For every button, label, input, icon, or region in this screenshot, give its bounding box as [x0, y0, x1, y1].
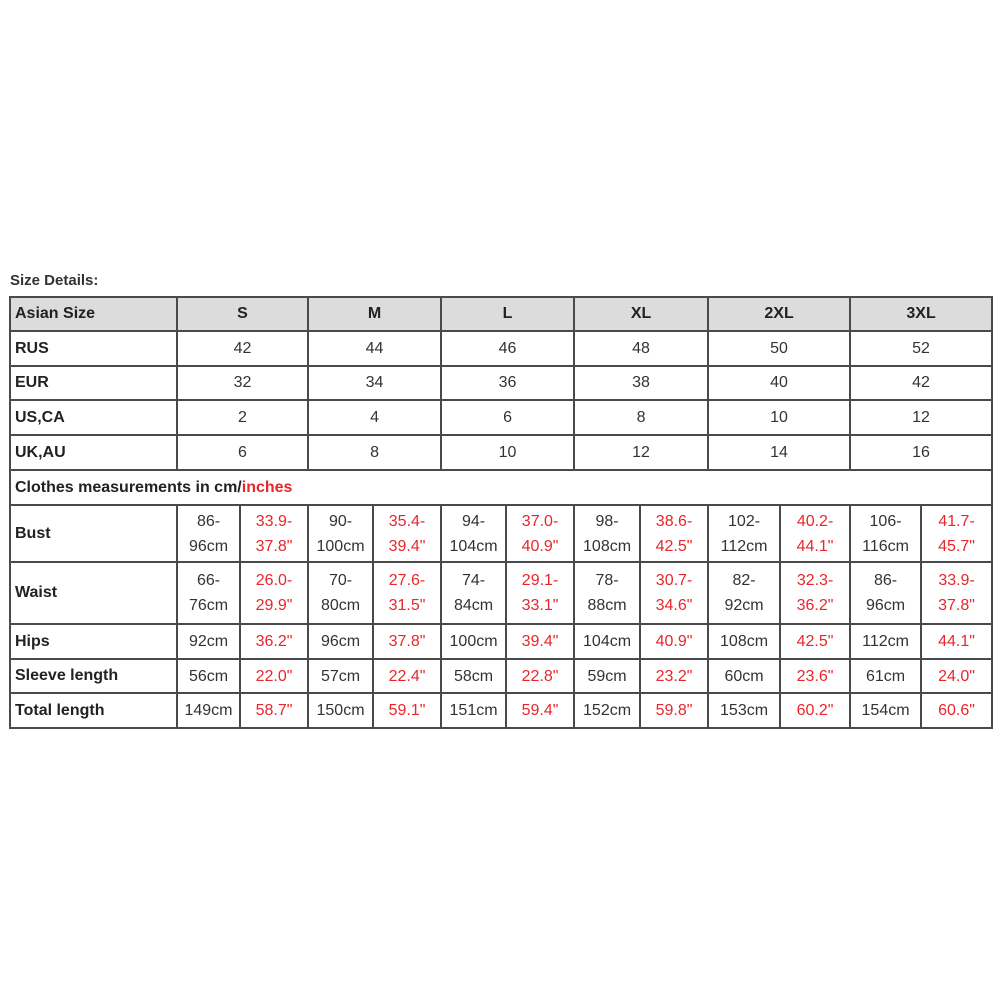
- table-cell: 48: [574, 331, 708, 366]
- table-cell: 34: [308, 366, 441, 400]
- table-row: [10, 659, 992, 693]
- table-cell: 154cm: [850, 693, 921, 728]
- row-label-total-length: Total length: [10, 693, 177, 728]
- size-header-m: M: [308, 297, 441, 331]
- table-cell: 33.9- 37.8": [240, 505, 308, 562]
- table-cell: 61cm: [850, 659, 921, 693]
- table-cell: 74- 84cm: [441, 562, 506, 624]
- table-cell: 12: [850, 400, 992, 435]
- table-cell: 37.0- 40.9": [506, 505, 574, 562]
- table-cell: 37.8": [373, 624, 441, 659]
- table-cell: 92cm: [177, 624, 240, 659]
- table-cell: 58.7": [240, 693, 308, 728]
- table-cell: 14: [708, 435, 850, 470]
- table-cell: 2: [177, 400, 308, 435]
- table-cell: 23.2": [640, 659, 708, 693]
- table-row: [10, 505, 992, 562]
- table-cell: 4: [308, 400, 441, 435]
- table-cell: 27.6- 31.5": [373, 562, 441, 624]
- table-cell: 94- 104cm: [441, 505, 506, 562]
- row-label-rus: RUS: [10, 331, 177, 366]
- size-chart-table: [9, 296, 993, 729]
- table-cell: 24.0": [921, 659, 992, 693]
- measurements-heading-row: [10, 470, 992, 505]
- table-cell: 41.7- 45.7": [921, 505, 992, 562]
- table-cell: 44.1": [921, 624, 992, 659]
- table-cell: 8: [574, 400, 708, 435]
- row-label-sleeve-length: Sleeve length: [10, 659, 177, 693]
- table-cell: 40.9": [640, 624, 708, 659]
- table-cell: 86- 96cm: [177, 505, 240, 562]
- table-cell: 82- 92cm: [708, 562, 780, 624]
- table-cell: 106- 116cm: [850, 505, 921, 562]
- table-cell: 59.4": [506, 693, 574, 728]
- table-cell: 44: [308, 331, 441, 366]
- table-cell: 66- 76cm: [177, 562, 240, 624]
- table-cell: 108cm: [708, 624, 780, 659]
- table-cell: 26.0- 29.9": [240, 562, 308, 624]
- table-cell: 100cm: [441, 624, 506, 659]
- table-cell: 60.6": [921, 693, 992, 728]
- table-cell: 22.4": [373, 659, 441, 693]
- size-header-3xl: 3XL: [850, 297, 992, 331]
- table-row: [10, 400, 992, 435]
- table-cell: 151cm: [441, 693, 506, 728]
- table-cell: 6: [441, 400, 574, 435]
- table-row: [10, 435, 992, 470]
- table-cell: 104cm: [574, 624, 640, 659]
- page-title: Size Details:: [10, 272, 99, 289]
- asian-size-header: Asian Size: [10, 297, 177, 331]
- table-row: [10, 693, 992, 728]
- table-cell: 57cm: [308, 659, 373, 693]
- table-cell: 42.5": [780, 624, 850, 659]
- table-cell: 70- 80cm: [308, 562, 373, 624]
- table-cell: 8: [308, 435, 441, 470]
- table-header-row: [10, 297, 992, 331]
- table-cell: 96cm: [308, 624, 373, 659]
- table-cell: 40: [708, 366, 850, 400]
- row-label-us-ca: US,CA: [10, 400, 177, 435]
- table-cell: 56cm: [177, 659, 240, 693]
- table-cell: 38.6- 42.5": [640, 505, 708, 562]
- table-cell: 59.1": [373, 693, 441, 728]
- table-cell: 152cm: [574, 693, 640, 728]
- table-cell: 86- 96cm: [850, 562, 921, 624]
- table-cell: 153cm: [708, 693, 780, 728]
- table-cell: 90- 100cm: [308, 505, 373, 562]
- table-cell: 40.2- 44.1": [780, 505, 850, 562]
- table-cell: 78- 88cm: [574, 562, 640, 624]
- size-header-2xl: 2XL: [708, 297, 850, 331]
- table-cell: 98- 108cm: [574, 505, 640, 562]
- measurements-heading-inches: inches: [241, 478, 293, 496]
- table-cell: 60cm: [708, 659, 780, 693]
- table-cell: 150cm: [308, 693, 373, 728]
- table-cell: 52: [850, 331, 992, 366]
- table-cell: 46: [441, 331, 574, 366]
- table-cell: 10: [708, 400, 850, 435]
- table-cell: 32: [177, 366, 308, 400]
- table-cell: 36.2": [240, 624, 308, 659]
- table-cell: 12: [574, 435, 708, 470]
- size-header-s: S: [177, 297, 308, 331]
- table-cell: 38: [574, 366, 708, 400]
- table-cell: 23.6": [780, 659, 850, 693]
- table-cell: 33.9- 37.8": [921, 562, 992, 624]
- table-cell: 30.7- 34.6": [640, 562, 708, 624]
- table-cell: 59cm: [574, 659, 640, 693]
- table-row: [10, 562, 992, 624]
- table-cell: 50: [708, 331, 850, 366]
- table-cell: 102- 112cm: [708, 505, 780, 562]
- size-header-xl: XL: [574, 297, 708, 331]
- size-header-l: L: [441, 297, 574, 331]
- row-label-eur: EUR: [10, 366, 177, 400]
- table-cell: 32.3- 36.2": [780, 562, 850, 624]
- table-row: [10, 366, 992, 400]
- row-label-hips: Hips: [10, 624, 177, 659]
- table-cell: 59.8": [640, 693, 708, 728]
- table-cell: 42: [177, 331, 308, 366]
- table-cell: 22.0": [240, 659, 308, 693]
- table-cell: 35.4- 39.4": [373, 505, 441, 562]
- row-label-uk-au: UK,AU: [10, 435, 177, 470]
- table-cell: 10: [441, 435, 574, 470]
- table-cell: 60.2": [780, 693, 850, 728]
- row-label-bust: Bust: [10, 505, 177, 562]
- measurements-heading-prefix: Clothes measurements in cm/: [15, 478, 242, 496]
- table-cell: 149cm: [177, 693, 240, 728]
- measurements-heading: [10, 470, 992, 505]
- table-cell: 16: [850, 435, 992, 470]
- row-label-waist: Waist: [10, 562, 177, 624]
- table-cell: 58cm: [441, 659, 506, 693]
- table-cell: 6: [177, 435, 308, 470]
- table-row: [10, 624, 992, 659]
- table-cell: 36: [441, 366, 574, 400]
- table-row: [10, 331, 992, 366]
- table-cell: 39.4": [506, 624, 574, 659]
- table-cell: 42: [850, 366, 992, 400]
- table-cell: 112cm: [850, 624, 921, 659]
- table-cell: 29.1- 33.1": [506, 562, 574, 624]
- table-cell: 22.8": [506, 659, 574, 693]
